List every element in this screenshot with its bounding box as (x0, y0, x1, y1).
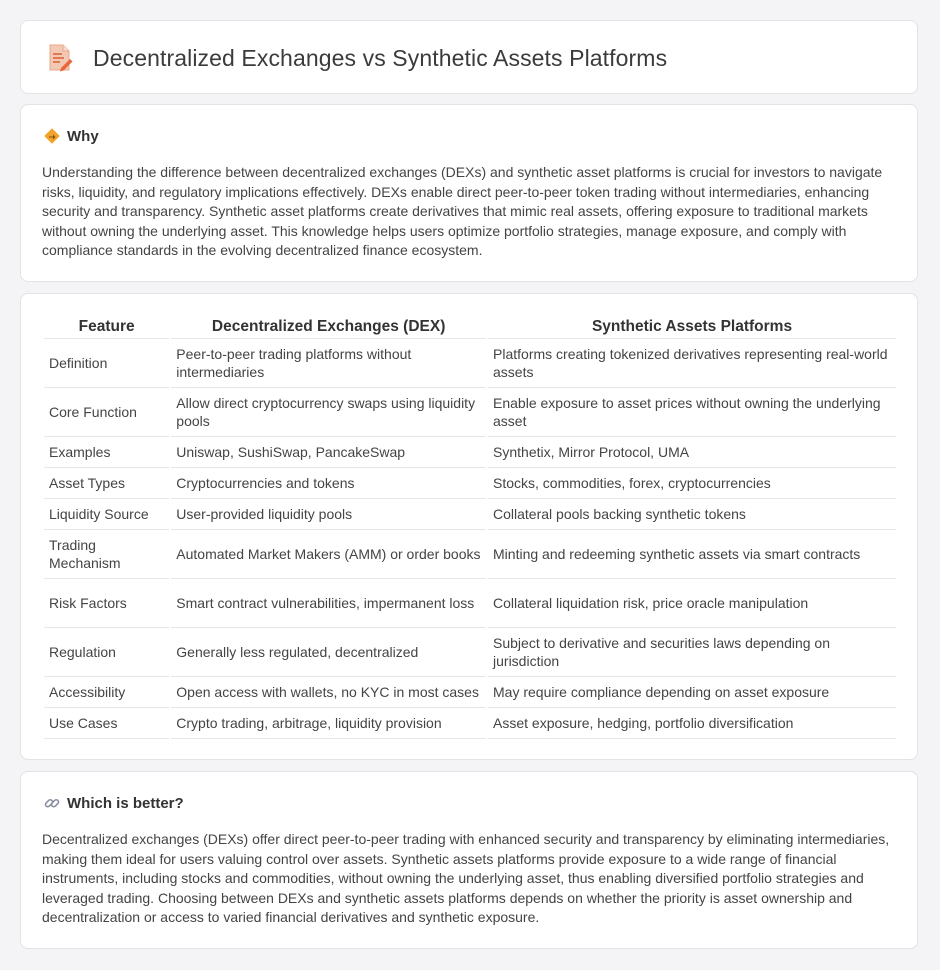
synthetic-cell: Stocks, commodities, forex, cryptocurrencies (488, 468, 896, 499)
dex-cell: Allow direct cryptocurrency swaps using liquidity pools (171, 388, 486, 437)
feature-cell: Trading Mechanism (44, 530, 169, 579)
better-text: Decentralized exchanges (DEXs) offer direct peer-to-peer trading with enhanced security and transparency by eliminating intermediaries, making them ideal for users valuing control over assets. Synthetic assets platforms provide exposure to a wide range of financial instruments, including stocks and commodities, without owning the underlying asset, thus enabling diversified portfolio strategies and leveraged trading. Choosing between DEXs and synthetic assets platforms depends on whether the priority is asset ownership and decentralization or access to varied financial derivatives and synthetic exposure. (42, 831, 890, 925)
dex-cell: Generally less regulated, decentralized (171, 628, 486, 677)
which-better-section (20, 771, 918, 949)
header-synthetic: Synthetic Assets Platforms (488, 316, 896, 339)
table-row (44, 579, 896, 628)
comparison-section (20, 293, 918, 760)
table-row (44, 339, 896, 388)
table-row (44, 499, 896, 530)
feature-cell: Core Function (44, 388, 169, 437)
feature-cell: Accessibility (44, 677, 169, 708)
feature-cell: Use Cases (44, 708, 169, 739)
better-heading-row (43, 794, 184, 812)
why-text: Understanding the difference between decentralized exchanges (DEXs) and synthetic asset platforms is crucial for investors to navigate risks, liquidity, and regulatory implications effectively. DEXs enable direct peer-to-peer token trading without intermediaries, enhancing security and transparency. Synthetic asset platforms create derivatives that mimic real assets, offering exposure to traditional markets without owning the underlying asset. This knowledge helps users optimize portfolio strategies, manage exposure, and comply with compliance standards in the evolving decentralized finance ecosystem. (42, 164, 883, 258)
document-pencil-icon (47, 43, 73, 73)
better-heading: Which is better? (67, 794, 184, 812)
dex-cell: Automated Market Makers (AMM) or order books (171, 530, 486, 579)
feature-cell: Regulation (44, 628, 169, 677)
table-row (44, 468, 896, 499)
dex-cell: Smart contract vulnerabilities, impermanent loss (171, 579, 486, 628)
synthetic-cell: Synthetix, Mirror Protocol, UMA (488, 437, 896, 468)
table-row (44, 677, 896, 708)
synthetic-cell: Collateral liquidation risk, price oracle manipulation (488, 579, 896, 628)
feature-cell: Definition (44, 339, 169, 388)
synthetic-cell: Enable exposure to asset prices without owning the underlying asset (488, 388, 896, 437)
dex-cell: Peer-to-peer trading platforms without intermediaries (171, 339, 486, 388)
header-feature: Feature (44, 316, 169, 339)
table-row (44, 388, 896, 437)
table-row (44, 628, 896, 677)
synthetic-cell: Minting and redeeming synthetic assets via smart contracts (488, 530, 896, 579)
why-section (20, 104, 918, 282)
table-row (44, 530, 896, 579)
table-row (44, 708, 896, 739)
dex-cell: Uniswap, SushiSwap, PancakeSwap (171, 437, 486, 468)
header-dex: Decentralized Exchanges (DEX) (171, 316, 486, 339)
synthetic-cell: Subject to derivative and securities laws depending on jurisdiction (488, 628, 896, 677)
synthetic-cell: Collateral pools backing synthetic tokens (488, 499, 896, 530)
why-heading-row (43, 127, 99, 145)
dex-cell: Open access with wallets, no KYC in most cases (171, 677, 486, 708)
feature-cell: Asset Types (44, 468, 169, 499)
dex-cell: Cryptocurrencies and tokens (171, 468, 486, 499)
synthetic-cell: May require compliance depending on asset exposure (488, 677, 896, 708)
dex-cell: Crypto trading, arbitrage, liquidity provision (171, 708, 486, 739)
dex-cell: User-provided liquidity pools (171, 499, 486, 530)
table-header-row (44, 316, 896, 339)
diamond-arrow-icon (43, 127, 61, 145)
table-row (44, 437, 896, 468)
title-card (20, 20, 918, 94)
synthetic-cell: Platforms creating tokenized derivatives representing real-world assets (488, 339, 896, 388)
title-row (47, 43, 667, 73)
comparison-table (42, 316, 898, 739)
page-title: Decentralized Exchanges vs Synthetic Assets Platforms (93, 44, 668, 71)
feature-cell: Liquidity Source (44, 499, 169, 530)
feature-cell: Risk Factors (44, 579, 169, 628)
link-icon (43, 794, 61, 812)
why-heading: Why (67, 127, 99, 145)
synthetic-cell: Asset exposure, hedging, portfolio diversification (488, 708, 896, 739)
feature-cell: Examples (44, 437, 169, 468)
